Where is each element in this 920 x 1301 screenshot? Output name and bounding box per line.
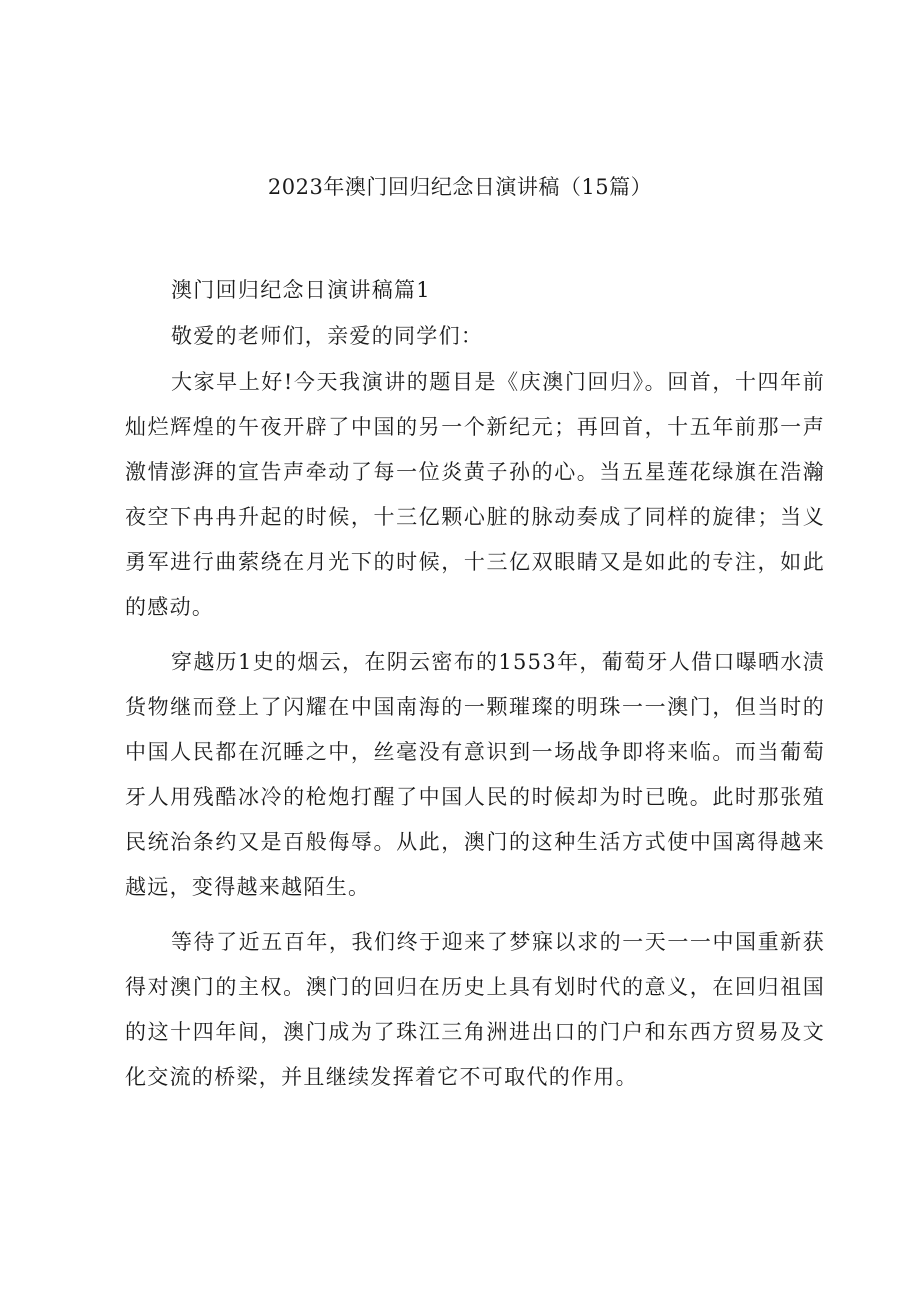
document-title: 2023年澳门回归纪念日演讲稿（15篇） bbox=[267, 175, 653, 199]
salutation: 敬爱的老师们，亲爱的同学们： bbox=[171, 324, 484, 348]
paragraph-2: 穿越历1史的烟云，在阴云密布的1553年，葡萄牙人借口曝晒水渍货物继而登上了闪耀在中国南海的一颗璀璨的明珠一一澳门，但当时的中国人民都在沉睡之中，丝毫没有意识到一场战争即将来临。而当葡萄牙人用残酷冰冷的枪炮打醒了中国人民的时候却为时已晚。此时那张殖民统治条约又是百般侮辱。从此，澳门的这种生活方式使中国离得越来越远，变得越来越陌生。 bbox=[125, 650, 825, 899]
section-heading: 澳门回归纪念日演讲稿篇1 bbox=[171, 278, 431, 302]
paragraph-3: 等待了近五百年，我们终于迎来了梦寐以求的一天一一中国重新获得对澳门的主权。澳门的回归在历史上具有划时代的意义，在回归祖国的这十四年间，澳门成为了珠江三角洲进出口的门户和东西方贸易及文化交流的桥梁，并且继续发挥着它不可取代的作用。 bbox=[125, 930, 825, 1089]
document-body bbox=[125, 268, 825, 1110]
paragraph-1: 大家早上好!今天我演讲的题目是《庆澳门回归》。回首，十四年前灿烂辉煌的午夜开辟了中国的另一个新纪元；再回首，十五年前那一声激情澎湃的宣告声牵动了每一位炎黄子孙的心。当五星莲花绿旗在浩瀚夜空下冉冉升起的时候，十三亿颗心脏的脉动奏成了同样的旋律；当义勇军进行曲萦绕在月光下的时候，十三亿双眼睛又是如此的专注，如此的感动。 bbox=[125, 370, 825, 619]
